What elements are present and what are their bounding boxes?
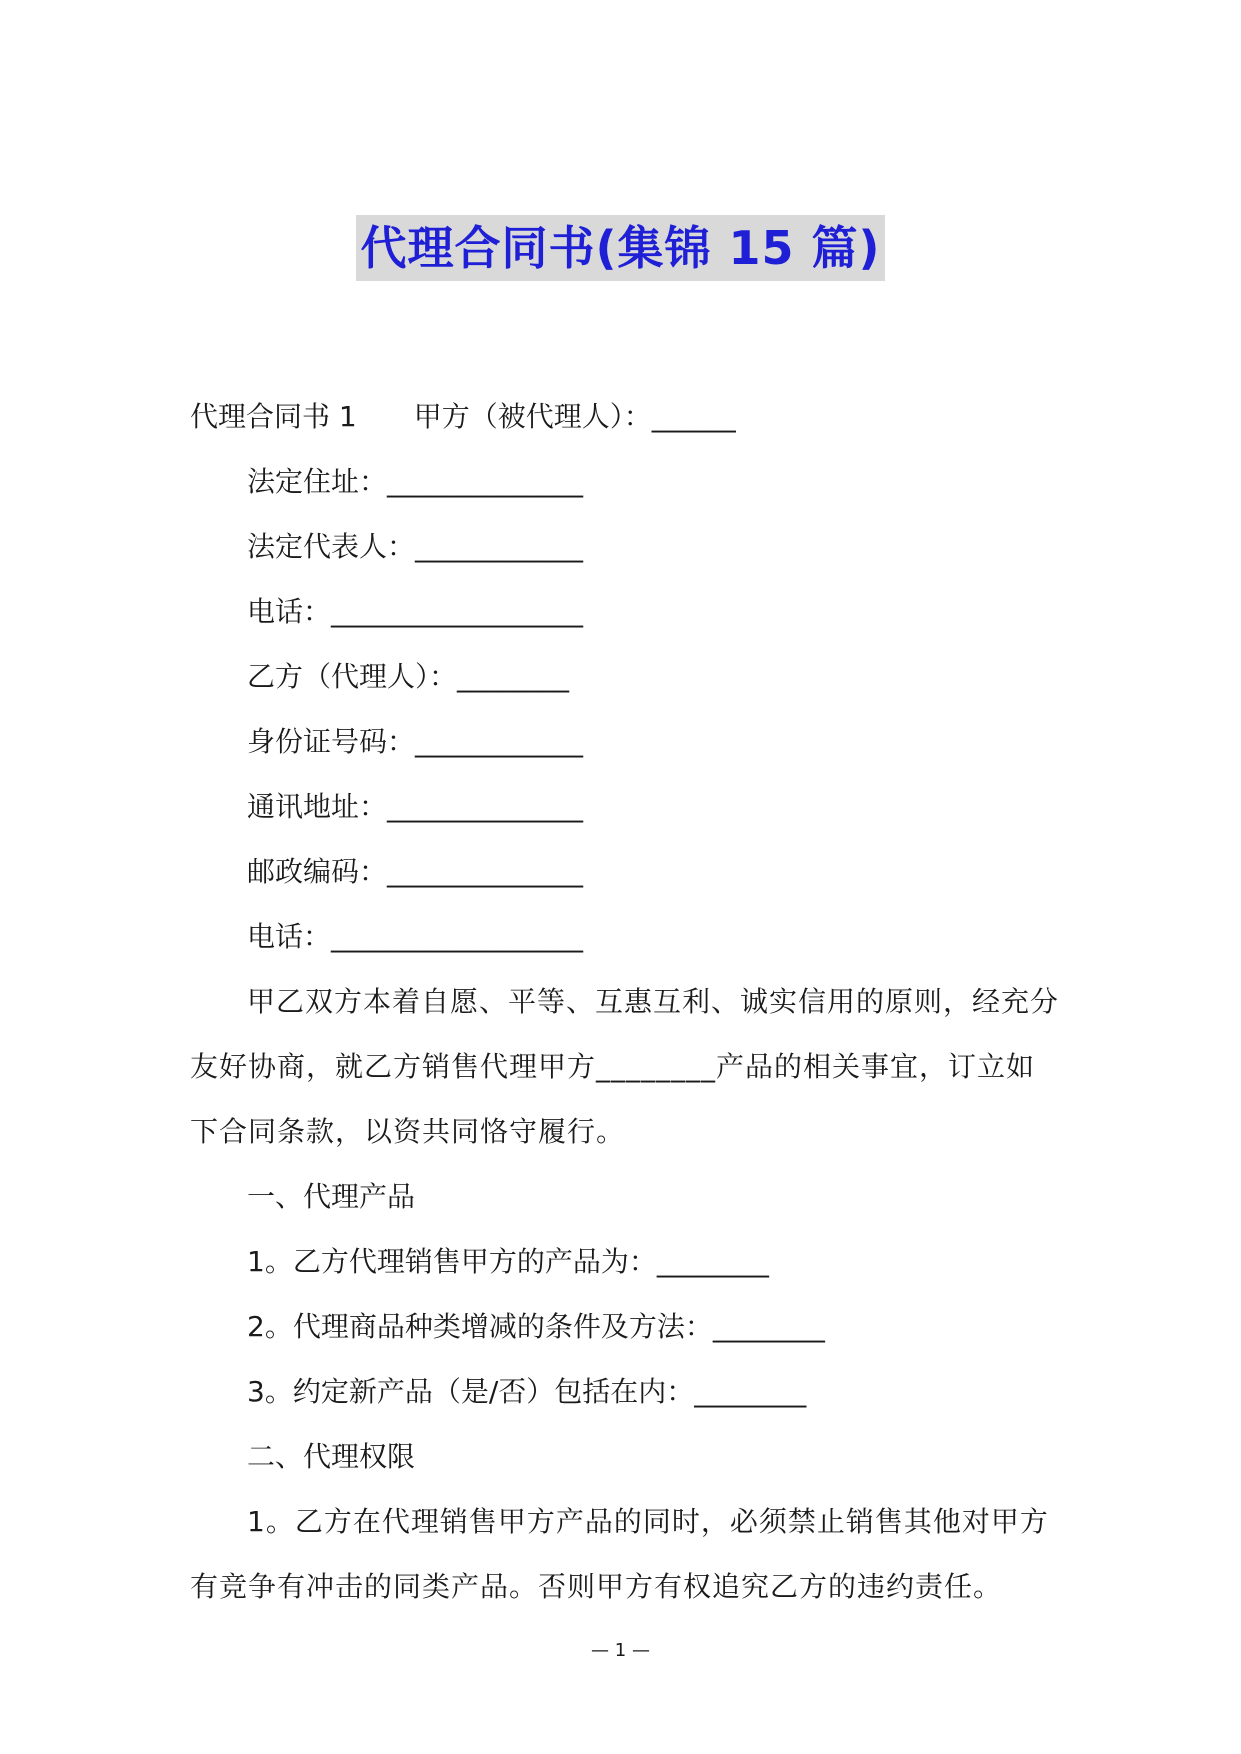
first-line	[190, 384, 1060, 449]
legal-representative: 法定代表人：____________	[247, 530, 584, 563]
phone-b: 电话：__________________	[247, 920, 584, 953]
title-wrap	[0, 215, 1241, 281]
intro-paragraph: 甲乙双方本着自愿、平等、互惠互利、诚实信用的原则，经充分友好协商，就乙方销售代理甲方________产品的相关事宜，订立如下合同条款，以资共同恪守履行。	[190, 985, 1060, 1148]
clause-1-2: 2。代理商品种类增减的条件及方法：________	[247, 1310, 825, 1343]
contract-number: 代理合同书 1	[190, 400, 357, 433]
phone-a: 电话：__________________	[247, 595, 584, 628]
section-heading-1: 一、代理产品	[247, 1180, 416, 1213]
legal-address: 法定住址：______________	[247, 465, 584, 498]
party-b: 乙方（代理人）：________	[247, 660, 570, 693]
id-number: 身份证号码：____________	[247, 725, 584, 758]
document-title: 代理合同书(集锦 15 篇)	[356, 215, 884, 281]
clause-1-1: 1。乙方代理销售甲方的产品为：________	[247, 1245, 769, 1278]
clause-2-1: 1。乙方在代理销售甲方产品的同时，必须禁止销售其他对甲方有竞争有冲击的同类产品。否则甲方有权追究乙方的违约责任。	[190, 1505, 1049, 1603]
document-body	[190, 384, 1060, 1619]
page-number: — 1 —	[591, 1640, 650, 1661]
clause-1-3: 3。约定新产品（是/否）包括在内：________	[247, 1375, 807, 1408]
section-heading-2: 二、代理权限	[247, 1440, 416, 1473]
postal-code: 邮政编码：______________	[247, 855, 584, 888]
party-a: 甲方（被代理人）：______	[413, 400, 736, 433]
mailing-address: 通讯地址：______________	[247, 790, 584, 823]
